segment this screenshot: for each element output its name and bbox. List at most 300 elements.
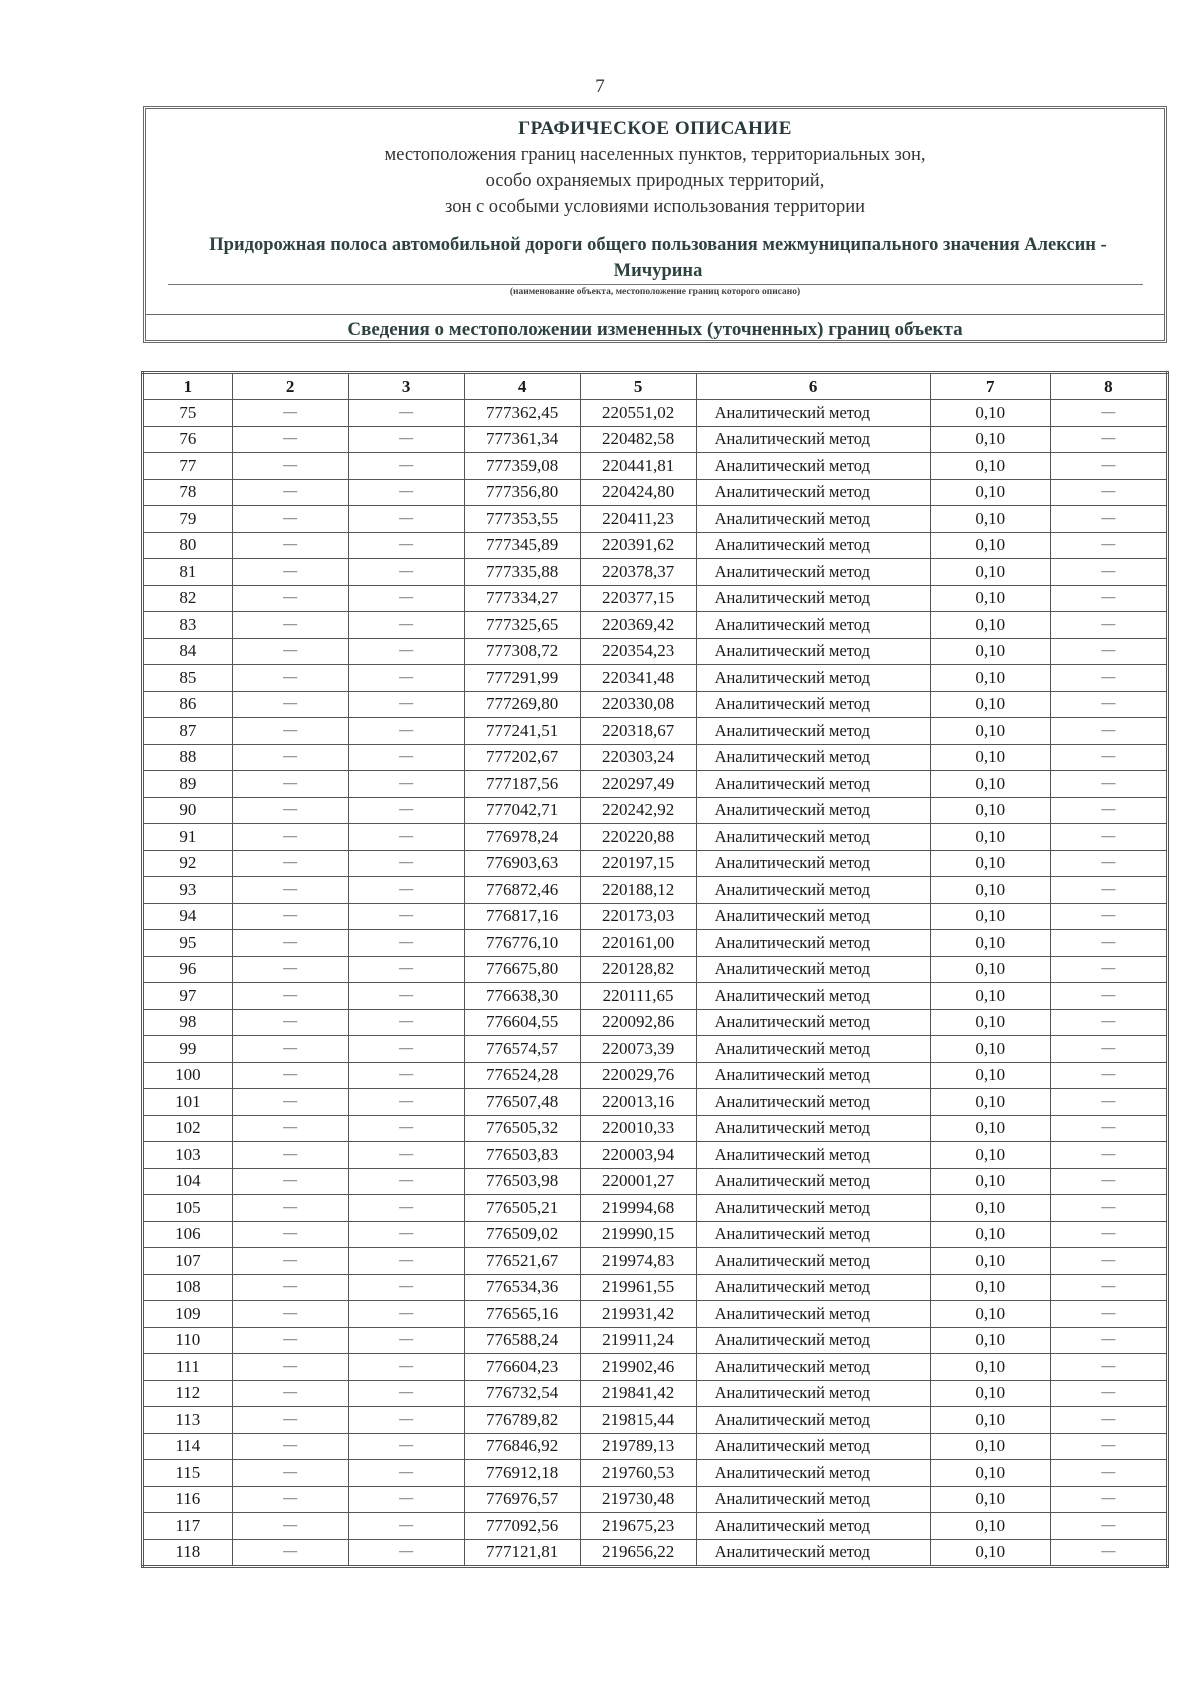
column-header-6: 6 xyxy=(696,373,930,400)
accuracy-cell: 0,10 xyxy=(930,585,1050,612)
coordinate-y-cell: 219841,42 xyxy=(580,1380,696,1407)
table-row xyxy=(143,1301,1168,1328)
method-cell: Аналитический метод xyxy=(696,1168,930,1195)
accuracy-cell: 0,10 xyxy=(930,1380,1050,1407)
coordinate-x-cell: 776675,80 xyxy=(464,956,580,983)
header-box xyxy=(143,106,1167,343)
coordinate-x-cell: 776912,18 xyxy=(464,1460,580,1487)
col-8-cell: — xyxy=(1050,956,1167,983)
col-8-cell: — xyxy=(1050,1168,1167,1195)
table-row xyxy=(143,612,1168,639)
coordinate-x-cell: 777362,45 xyxy=(464,400,580,427)
accuracy-cell: 0,10 xyxy=(930,1195,1050,1222)
col-2-cell: — xyxy=(232,638,348,665)
col-2-cell: — xyxy=(232,585,348,612)
col-3-cell: — xyxy=(348,479,464,506)
table-row xyxy=(143,1248,1168,1275)
coordinate-y-cell: 220369,42 xyxy=(580,612,696,639)
coordinate-y-cell: 220188,12 xyxy=(580,877,696,904)
accuracy-cell: 0,10 xyxy=(930,665,1050,692)
col-8-cell: — xyxy=(1050,426,1167,453)
col-8-cell: — xyxy=(1050,400,1167,427)
col-8-cell: — xyxy=(1050,744,1167,771)
col-3-cell: — xyxy=(348,903,464,930)
method-cell: Аналитический метод xyxy=(696,1009,930,1036)
col-3-cell: — xyxy=(348,1380,464,1407)
header-separator xyxy=(146,314,1164,315)
point-number-cell: 96 xyxy=(143,956,233,983)
coordinate-y-cell: 220173,03 xyxy=(580,903,696,930)
table-row xyxy=(143,1009,1168,1036)
col-8-cell: — xyxy=(1050,771,1167,798)
point-number-cell: 79 xyxy=(143,506,233,533)
col-2-cell: — xyxy=(232,532,348,559)
point-number-cell: 102 xyxy=(143,1115,233,1142)
col-8-cell: — xyxy=(1050,903,1167,930)
table-row xyxy=(143,1460,1168,1487)
accuracy-cell: 0,10 xyxy=(930,426,1050,453)
column-header-8: 8 xyxy=(1050,373,1167,400)
method-cell: Аналитический метод xyxy=(696,718,930,745)
coordinate-x-cell: 777241,51 xyxy=(464,718,580,745)
column-header-4: 4 xyxy=(464,373,580,400)
accuracy-cell: 0,10 xyxy=(930,1433,1050,1460)
method-cell: Аналитический метод xyxy=(696,1433,930,1460)
point-number-cell: 83 xyxy=(143,612,233,639)
method-cell: Аналитический метод xyxy=(696,903,930,930)
accuracy-cell: 0,10 xyxy=(930,797,1050,824)
coordinate-x-cell: 777291,99 xyxy=(464,665,580,692)
table-row xyxy=(143,691,1168,718)
coordinate-x-cell: 776503,83 xyxy=(464,1142,580,1169)
accuracy-cell: 0,10 xyxy=(930,453,1050,480)
col-2-cell: — xyxy=(232,1407,348,1434)
col-8-cell: — xyxy=(1050,559,1167,586)
accuracy-cell: 0,10 xyxy=(930,1036,1050,1063)
col-8-cell: — xyxy=(1050,1486,1167,1513)
coordinate-x-cell: 776846,92 xyxy=(464,1433,580,1460)
coordinate-y-cell: 220441,81 xyxy=(580,453,696,480)
table-row xyxy=(143,824,1168,851)
accuracy-cell: 0,10 xyxy=(930,532,1050,559)
accuracy-cell: 0,10 xyxy=(930,1248,1050,1275)
col-2-cell: — xyxy=(232,559,348,586)
col-8-cell: — xyxy=(1050,612,1167,639)
coordinate-x-cell: 777325,65 xyxy=(464,612,580,639)
accuracy-cell: 0,10 xyxy=(930,1354,1050,1381)
accuracy-cell: 0,10 xyxy=(930,877,1050,904)
col-2-cell: — xyxy=(232,718,348,745)
column-header-3: 3 xyxy=(348,373,464,400)
table-row xyxy=(143,479,1168,506)
coordinate-x-cell: 777334,27 xyxy=(464,585,580,612)
col-3-cell: — xyxy=(348,1486,464,1513)
point-number-cell: 91 xyxy=(143,824,233,851)
coordinate-y-cell: 219760,53 xyxy=(580,1460,696,1487)
col-3-cell: — xyxy=(348,744,464,771)
table-row xyxy=(143,1036,1168,1063)
coordinate-x-cell: 776503,98 xyxy=(464,1168,580,1195)
table-row xyxy=(143,1221,1168,1248)
col-8-cell: — xyxy=(1050,1354,1167,1381)
coordinate-x-cell: 777356,80 xyxy=(464,479,580,506)
point-number-cell: 81 xyxy=(143,559,233,586)
accuracy-cell: 0,10 xyxy=(930,930,1050,957)
col-2-cell: — xyxy=(232,983,348,1010)
point-number-cell: 108 xyxy=(143,1274,233,1301)
coordinate-x-cell: 776507,48 xyxy=(464,1089,580,1116)
method-cell: Аналитический метод xyxy=(696,877,930,904)
coordinate-y-cell: 220354,23 xyxy=(580,638,696,665)
table-row xyxy=(143,771,1168,798)
method-cell: Аналитический метод xyxy=(696,1380,930,1407)
coordinate-y-cell: 220013,16 xyxy=(580,1089,696,1116)
accuracy-cell: 0,10 xyxy=(930,744,1050,771)
accuracy-cell: 0,10 xyxy=(930,1009,1050,1036)
table-row xyxy=(143,1407,1168,1434)
method-cell: Аналитический метод xyxy=(696,400,930,427)
coordinate-y-cell: 220029,76 xyxy=(580,1062,696,1089)
accuracy-cell: 0,10 xyxy=(930,1062,1050,1089)
col-2-cell: — xyxy=(232,1248,348,1275)
point-number-cell: 85 xyxy=(143,665,233,692)
col-8-cell: — xyxy=(1050,718,1167,745)
point-number-cell: 103 xyxy=(143,1142,233,1169)
description-line-1: местоположения границ населенных пунктов, территориальных зон, xyxy=(384,145,926,165)
col-3-cell: — xyxy=(348,1433,464,1460)
col-8-cell: — xyxy=(1050,1009,1167,1036)
col-2-cell: — xyxy=(232,1354,348,1381)
col-3-cell: — xyxy=(348,1115,464,1142)
coordinate-y-cell: 220551,02 xyxy=(580,400,696,427)
coordinate-y-cell: 219789,13 xyxy=(580,1433,696,1460)
col-2-cell: — xyxy=(232,956,348,983)
col-2-cell: — xyxy=(232,1327,348,1354)
column-header-2: 2 xyxy=(232,373,348,400)
table-row xyxy=(143,532,1168,559)
table-row xyxy=(143,1380,1168,1407)
method-cell: Аналитический метод xyxy=(696,797,930,824)
table-row xyxy=(143,453,1168,480)
point-number-cell: 76 xyxy=(143,426,233,453)
col-8-cell: — xyxy=(1050,1142,1167,1169)
point-number-cell: 109 xyxy=(143,1301,233,1328)
coordinate-y-cell: 220161,00 xyxy=(580,930,696,957)
col-2-cell: — xyxy=(232,877,348,904)
coordinate-y-cell: 220330,08 xyxy=(580,691,696,718)
col-2-cell: — xyxy=(232,850,348,877)
table-row xyxy=(143,506,1168,533)
col-8-cell: — xyxy=(1050,1089,1167,1116)
point-number-cell: 88 xyxy=(143,744,233,771)
method-cell: Аналитический метод xyxy=(696,956,930,983)
method-cell: Аналитический метод xyxy=(696,1486,930,1513)
coordinate-x-cell: 776604,55 xyxy=(464,1009,580,1036)
point-number-cell: 86 xyxy=(143,691,233,718)
coordinates-table xyxy=(141,371,1169,1568)
col-3-cell: — xyxy=(348,1460,464,1487)
point-number-cell: 116 xyxy=(143,1486,233,1513)
col-3-cell: — xyxy=(348,824,464,851)
coordinate-y-cell: 220318,67 xyxy=(580,718,696,745)
coordinate-x-cell: 777121,81 xyxy=(464,1539,580,1567)
point-number-cell: 98 xyxy=(143,1009,233,1036)
col-3-cell: — xyxy=(348,453,464,480)
col-3-cell: — xyxy=(348,1062,464,1089)
col-8-cell: — xyxy=(1050,506,1167,533)
col-2-cell: — xyxy=(232,1062,348,1089)
col-8-cell: — xyxy=(1050,824,1167,851)
point-number-cell: 94 xyxy=(143,903,233,930)
method-cell: Аналитический метод xyxy=(696,983,930,1010)
table-row xyxy=(143,744,1168,771)
point-number-cell: 97 xyxy=(143,983,233,1010)
table-row xyxy=(143,1142,1168,1169)
accuracy-cell: 0,10 xyxy=(930,1168,1050,1195)
col-2-cell: — xyxy=(232,1301,348,1328)
col-3-cell: — xyxy=(348,1407,464,1434)
accuracy-cell: 0,10 xyxy=(930,718,1050,745)
method-cell: Аналитический метод xyxy=(696,824,930,851)
col-8-cell: — xyxy=(1050,585,1167,612)
table-row xyxy=(143,1486,1168,1513)
point-number-cell: 113 xyxy=(143,1407,233,1434)
col-8-cell: — xyxy=(1050,638,1167,665)
method-cell: Аналитический метод xyxy=(696,506,930,533)
point-number-cell: 107 xyxy=(143,1248,233,1275)
accuracy-cell: 0,10 xyxy=(930,506,1050,533)
coordinate-y-cell: 220378,37 xyxy=(580,559,696,586)
method-cell: Аналитический метод xyxy=(696,453,930,480)
col-8-cell: — xyxy=(1050,665,1167,692)
method-cell: Аналитический метод xyxy=(696,1327,930,1354)
col-3-cell: — xyxy=(348,506,464,533)
col-2-cell: — xyxy=(232,771,348,798)
col-3-cell: — xyxy=(348,532,464,559)
accuracy-cell: 0,10 xyxy=(930,479,1050,506)
col-3-cell: — xyxy=(348,1009,464,1036)
coordinate-x-cell: 776588,24 xyxy=(464,1327,580,1354)
point-number-cell: 92 xyxy=(143,850,233,877)
coordinate-x-cell: 776817,16 xyxy=(464,903,580,930)
accuracy-cell: 0,10 xyxy=(930,903,1050,930)
coordinate-x-cell: 776524,28 xyxy=(464,1062,580,1089)
point-number-cell: 80 xyxy=(143,532,233,559)
col-8-cell: — xyxy=(1050,983,1167,1010)
table-row xyxy=(143,850,1168,877)
col-8-cell: — xyxy=(1050,877,1167,904)
col-3-cell: — xyxy=(348,400,464,427)
method-cell: Аналитический метод xyxy=(696,1513,930,1540)
table-row xyxy=(143,718,1168,745)
accuracy-cell: 0,10 xyxy=(930,1089,1050,1116)
document-title: ГРАФИЧЕСКОЕ ОПИСАНИЕ xyxy=(518,118,792,139)
col-8-cell: — xyxy=(1050,1036,1167,1063)
col-8-cell: — xyxy=(1050,850,1167,877)
col-3-cell: — xyxy=(348,426,464,453)
coordinate-x-cell: 776903,63 xyxy=(464,850,580,877)
point-number-cell: 112 xyxy=(143,1380,233,1407)
col-3-cell: — xyxy=(348,718,464,745)
coordinate-y-cell: 219656,22 xyxy=(580,1539,696,1567)
table-row xyxy=(143,426,1168,453)
method-cell: Аналитический метод xyxy=(696,1407,930,1434)
col-3-cell: — xyxy=(348,930,464,957)
description-line-2: особо охраняемых природных территорий, xyxy=(485,171,825,191)
point-number-cell: 95 xyxy=(143,930,233,957)
col-2-cell: — xyxy=(232,1460,348,1487)
method-cell: Аналитический метод xyxy=(696,1274,930,1301)
coordinate-x-cell: 776604,23 xyxy=(464,1354,580,1381)
table-row xyxy=(143,1539,1168,1567)
coordinate-y-cell: 219675,23 xyxy=(580,1513,696,1540)
coordinate-x-cell: 776574,57 xyxy=(464,1036,580,1063)
coordinate-y-cell: 220391,62 xyxy=(580,532,696,559)
table-row xyxy=(143,1195,1168,1222)
col-8-cell: — xyxy=(1050,691,1167,718)
method-cell: Аналитический метод xyxy=(696,691,930,718)
table-row xyxy=(143,903,1168,930)
col-2-cell: — xyxy=(232,1433,348,1460)
accuracy-cell: 0,10 xyxy=(930,824,1050,851)
col-2-cell: — xyxy=(232,1274,348,1301)
col-3-cell: — xyxy=(348,585,464,612)
coordinate-x-cell: 776978,24 xyxy=(464,824,580,851)
accuracy-cell: 0,10 xyxy=(930,691,1050,718)
table-row xyxy=(143,559,1168,586)
coordinate-y-cell: 220377,15 xyxy=(580,585,696,612)
accuracy-cell: 0,10 xyxy=(930,612,1050,639)
col-3-cell: — xyxy=(348,1221,464,1248)
col-3-cell: — xyxy=(348,983,464,1010)
method-cell: Аналитический метод xyxy=(696,612,930,639)
col-2-cell: — xyxy=(232,1486,348,1513)
method-cell: Аналитический метод xyxy=(696,1142,930,1169)
coordinate-x-cell: 777202,67 xyxy=(464,744,580,771)
accuracy-cell: 0,10 xyxy=(930,638,1050,665)
col-8-cell: — xyxy=(1050,453,1167,480)
coordinate-x-cell: 777345,89 xyxy=(464,532,580,559)
point-number-cell: 106 xyxy=(143,1221,233,1248)
col-8-cell: — xyxy=(1050,1301,1167,1328)
accuracy-cell: 0,10 xyxy=(930,850,1050,877)
col-3-cell: — xyxy=(348,1142,464,1169)
point-number-cell: 75 xyxy=(143,400,233,427)
col-3-cell: — xyxy=(348,1513,464,1540)
col-2-cell: — xyxy=(232,1513,348,1540)
col-2-cell: — xyxy=(232,691,348,718)
method-cell: Аналитический метод xyxy=(696,1089,930,1116)
method-cell: Аналитический метод xyxy=(696,744,930,771)
accuracy-cell: 0,10 xyxy=(930,1327,1050,1354)
method-cell: Аналитический метод xyxy=(696,532,930,559)
table-row xyxy=(143,665,1168,692)
page-number: 7 xyxy=(595,76,605,97)
coordinate-x-cell: 776534,36 xyxy=(464,1274,580,1301)
coordinate-x-cell: 776638,30 xyxy=(464,983,580,1010)
coordinate-y-cell: 220303,24 xyxy=(580,744,696,771)
method-cell: Аналитический метод xyxy=(696,1301,930,1328)
coordinate-y-cell: 219730,48 xyxy=(580,1486,696,1513)
col-2-cell: — xyxy=(232,903,348,930)
point-number-cell: 115 xyxy=(143,1460,233,1487)
method-cell: Аналитический метод xyxy=(696,479,930,506)
col-3-cell: — xyxy=(348,1036,464,1063)
col-8-cell: — xyxy=(1050,1062,1167,1089)
col-2-cell: — xyxy=(232,744,348,771)
table-row xyxy=(143,1168,1168,1195)
table-body xyxy=(143,400,1168,1567)
method-cell: Аналитический метод xyxy=(696,1062,930,1089)
col-8-cell: — xyxy=(1050,532,1167,559)
col-3-cell: — xyxy=(348,1327,464,1354)
table-row xyxy=(143,930,1168,957)
table-row xyxy=(143,1274,1168,1301)
coordinate-y-cell: 219961,55 xyxy=(580,1274,696,1301)
table-row xyxy=(143,983,1168,1010)
coordinate-x-cell: 777042,71 xyxy=(464,797,580,824)
accuracy-cell: 0,10 xyxy=(930,1513,1050,1540)
point-number-cell: 90 xyxy=(143,797,233,824)
col-8-cell: — xyxy=(1050,1539,1167,1567)
method-cell: Аналитический метод xyxy=(696,930,930,957)
point-number-cell: 114 xyxy=(143,1433,233,1460)
coordinate-x-cell: 777353,55 xyxy=(464,506,580,533)
col-3-cell: — xyxy=(348,1248,464,1275)
method-cell: Аналитический метод xyxy=(696,1248,930,1275)
col-2-cell: — xyxy=(232,1115,348,1142)
table-row xyxy=(143,1513,1168,1540)
col-3-cell: — xyxy=(348,850,464,877)
table-row xyxy=(143,400,1168,427)
object-name-caption: (наименование объекта, местоположение границ которого описано) xyxy=(509,287,801,297)
coordinate-y-cell: 219911,24 xyxy=(580,1327,696,1354)
coordinate-y-cell: 219994,68 xyxy=(580,1195,696,1222)
accuracy-cell: 0,10 xyxy=(930,956,1050,983)
coordinate-x-cell: 777092,56 xyxy=(464,1513,580,1540)
point-number-cell: 118 xyxy=(143,1539,233,1567)
coordinate-y-cell: 220341,48 xyxy=(580,665,696,692)
coordinate-x-cell: 776976,57 xyxy=(464,1486,580,1513)
accuracy-cell: 0,10 xyxy=(930,1486,1050,1513)
col-3-cell: — xyxy=(348,1274,464,1301)
method-cell: Аналитический метод xyxy=(696,1221,930,1248)
coordinate-y-cell: 219902,46 xyxy=(580,1354,696,1381)
object-name-underline xyxy=(168,284,1143,285)
table-row xyxy=(143,1433,1168,1460)
coordinate-y-cell: 220003,94 xyxy=(580,1142,696,1169)
accuracy-cell: 0,10 xyxy=(930,1274,1050,1301)
point-number-cell: 101 xyxy=(143,1089,233,1116)
coordinate-x-cell: 776505,32 xyxy=(464,1115,580,1142)
col-2-cell: — xyxy=(232,453,348,480)
col-2-cell: — xyxy=(232,1036,348,1063)
col-8-cell: — xyxy=(1050,1380,1167,1407)
method-cell: Аналитический метод xyxy=(696,771,930,798)
col-2-cell: — xyxy=(232,1009,348,1036)
col-8-cell: — xyxy=(1050,1115,1167,1142)
accuracy-cell: 0,10 xyxy=(930,1460,1050,1487)
col-3-cell: — xyxy=(348,1168,464,1195)
col-2-cell: — xyxy=(232,1380,348,1407)
coordinate-x-cell: 776872,46 xyxy=(464,877,580,904)
col-8-cell: — xyxy=(1050,1221,1167,1248)
coordinate-x-cell: 776776,10 xyxy=(464,930,580,957)
point-number-cell: 104 xyxy=(143,1168,233,1195)
point-number-cell: 105 xyxy=(143,1195,233,1222)
coordinate-x-cell: 776732,54 xyxy=(464,1380,580,1407)
table-row xyxy=(143,1354,1168,1381)
